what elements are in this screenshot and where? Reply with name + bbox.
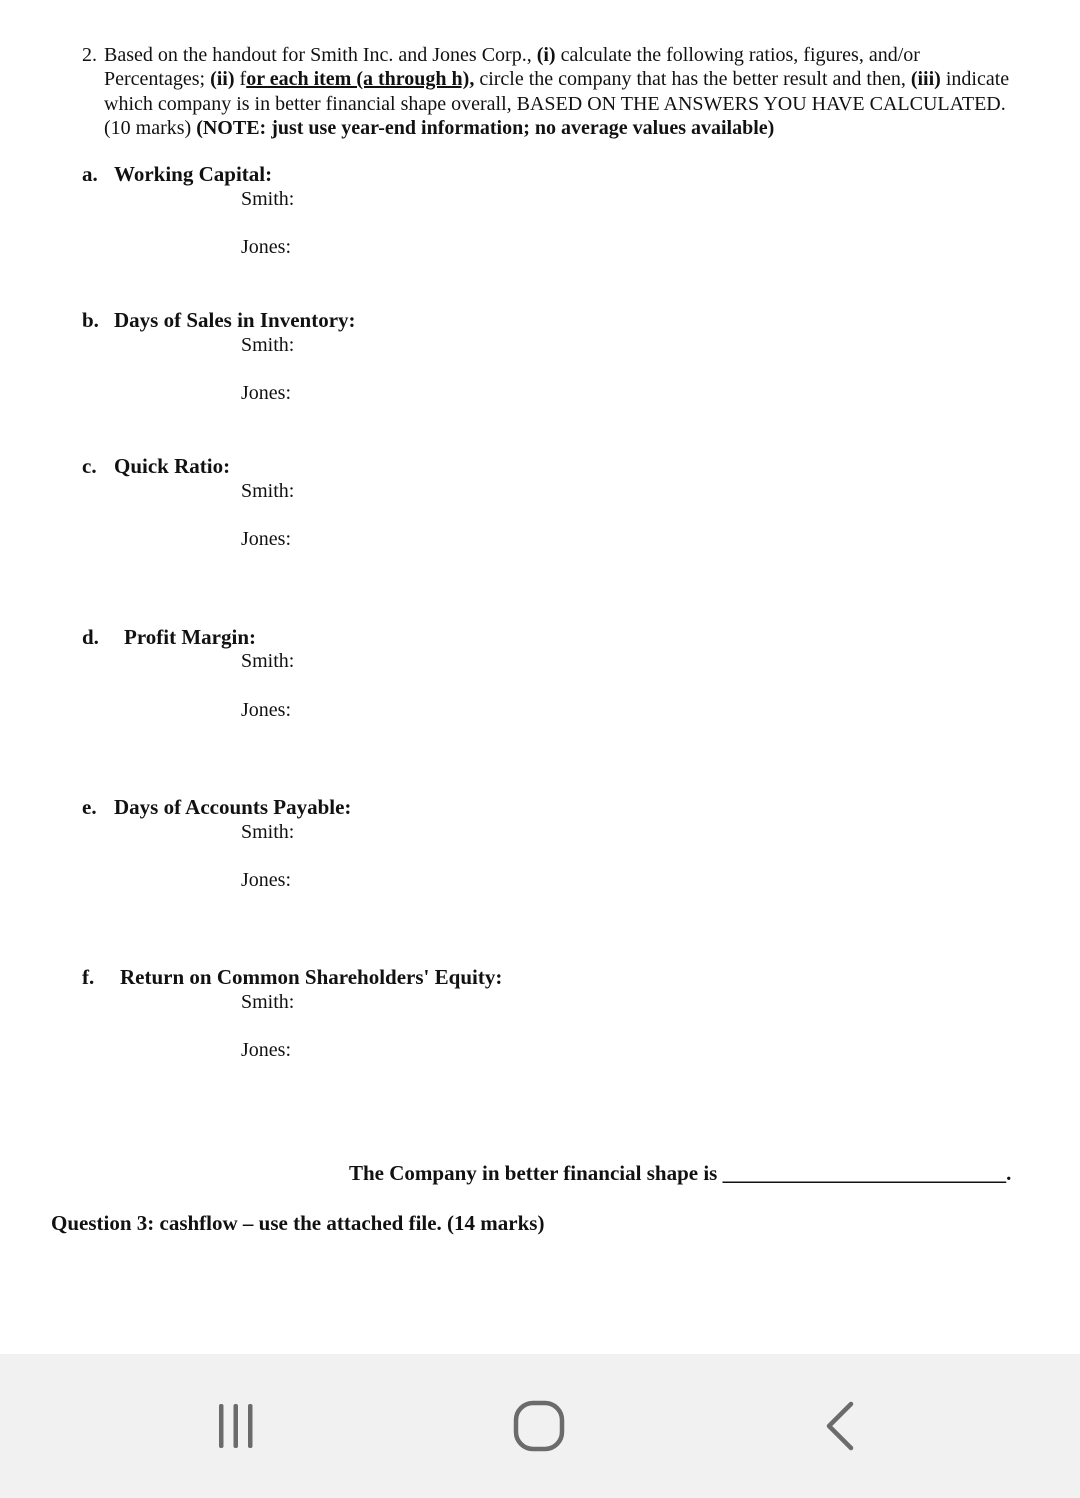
item-e-jones-label: Jones: [241,869,291,891]
q2-seg-bold: (ii) [210,68,235,91]
item-e-title: Days of Accounts Payable: [114,795,352,819]
item-a-jones-label: Jones: [241,236,291,258]
q2-seg-bold: (iii) [910,68,941,91]
item-d-smith-label: Smith: [241,650,295,672]
recents-button[interactable] [205,1394,267,1458]
item-b-title: Days of Sales in Inventory: [114,308,356,332]
item-b-jones-label: Jones: [241,382,291,404]
q2-seg: Based on the handout for Smith Inc. and Jones Corp., [104,44,537,66]
item-a-smith-label: Smith: [241,188,295,210]
item-b-smith-label: Smith: [241,334,295,356]
q2-seg: circle the company that has the better result and then, [474,68,911,91]
back-icon [821,1400,861,1452]
item-f-title: Return on Common Shareholders' Equity: [120,965,503,989]
item-a-letter: a. [82,162,98,186]
recents-icon [213,1402,259,1450]
question-2-text [82,43,1012,140]
q2-note: (NOTE: just use year-end information; no average values available) [196,116,775,139]
item-d-letter: d. [82,625,99,649]
item-c-letter: c. [82,454,97,478]
q2-seg: indicate which company is in better financial shape overall, BASED ON THE ANSWERS YOU HAVE CALCULATED. (10 marks) [104,68,1010,139]
item-f-smith-label: Smith: [241,991,295,1013]
home-icon [512,1399,566,1453]
q2-seg: calculate the following ratios, figures, and/or Percentages; [104,44,920,91]
question-number: 2. [82,44,97,66]
item-d-jones-label: Jones: [241,699,291,721]
question-3-heading: Question 3: cashflow – use the attached file. (14 marks) [51,1211,545,1235]
item-c-title: Quick Ratio: [114,454,231,478]
overall-conclusion-line: The Company in better financial shape is ___________________________. [349,1161,1012,1185]
q2-seg: f [234,68,247,91]
item-b-letter: b. [82,308,99,332]
question-2-body [104,43,1012,140]
q2-seg-underlined: or each item (a through h), [246,68,475,91]
item-e-letter: e. [82,795,97,819]
back-button[interactable] [810,1394,872,1458]
item-c-smith-label: Smith: [241,480,295,502]
item-f-letter: f. [82,965,95,989]
q2-seg-bold: (i) [536,44,556,66]
item-f-jones-label: Jones: [241,1039,291,1061]
home-button[interactable] [500,1394,578,1458]
item-c-jones-label: Jones: [241,528,291,550]
item-a-title: Working Capital: [114,162,273,186]
item-d-title: Profit Margin: [124,625,256,649]
item-e-smith-label: Smith: [241,821,295,843]
